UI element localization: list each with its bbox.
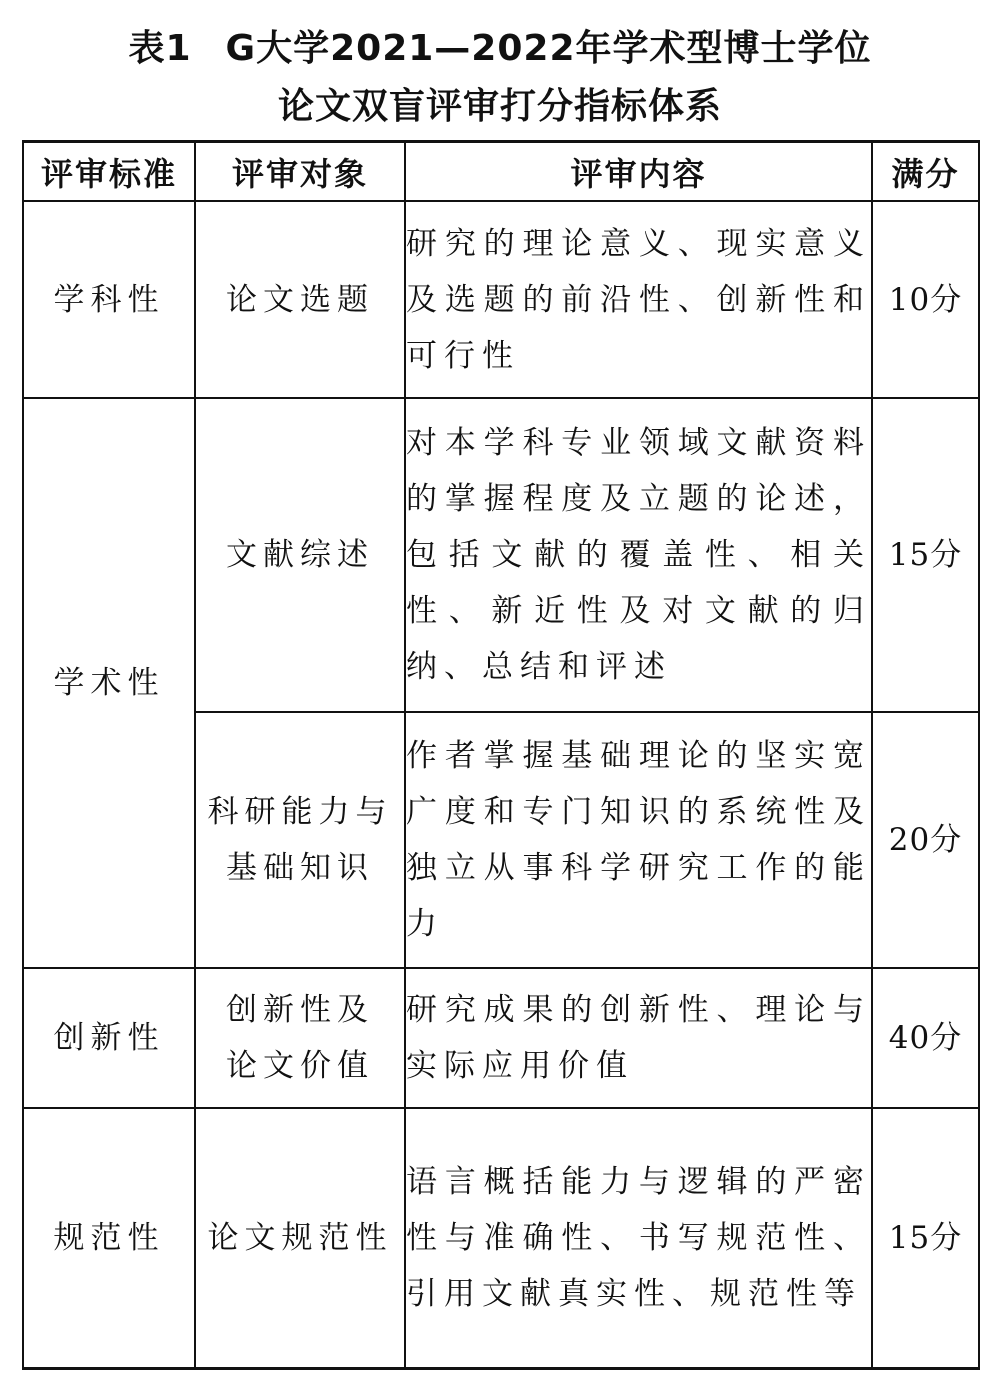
- caption-number: 表1: [128, 28, 192, 69]
- standard-cell: 学科性: [23, 201, 195, 398]
- caption-title-part-2: 论文双盲评审打分指标体系: [277, 86, 722, 127]
- header-object: 评审对象: [195, 142, 405, 202]
- content-cell: 对本学科专业领域文献资料的掌握程度及立题的论述，包括文献的覆盖性、相关性、新近性及对文献的归纳、总结和评述: [405, 398, 872, 712]
- content-cell: 语言概括能力与逻辑的严密性与准确性、书写规范性、引用文献真实性、规范性等: [405, 1108, 872, 1368]
- table-row: [23, 1108, 979, 1368]
- header-score: 满分: [872, 142, 979, 202]
- table-header-row: [23, 142, 979, 202]
- content-cell: 作者掌握基础理论的坚实宽广度和专门知识的系统性及独立从事科学研究工作的能力: [405, 712, 872, 968]
- content-cell: 研究的理论意义、现实意义及选题的前沿性、创新性和可行性: [405, 201, 872, 398]
- table-row: [23, 968, 979, 1108]
- object-cell: 论文规范性: [195, 1108, 405, 1368]
- caption-title-part-1: G大学2021—2022年学术型博士学位: [225, 28, 872, 69]
- score-cell: 10分: [872, 201, 979, 398]
- standard-cell: 创新性: [23, 968, 195, 1108]
- object-text: 创新性及论文价值: [226, 992, 374, 1084]
- standard-cell: 学术性: [23, 398, 195, 968]
- object-cell: 论文选题: [195, 201, 405, 398]
- table-row: [23, 398, 979, 712]
- content-cell: 研究成果的创新性、理论与实际应用价值: [405, 968, 872, 1108]
- header-content: 评审内容: [405, 142, 872, 202]
- object-cell: [195, 712, 405, 968]
- standard-cell: 规范性: [23, 1108, 195, 1368]
- header-standard: 评审标准: [23, 142, 195, 202]
- score-cell: 15分: [872, 1108, 979, 1368]
- score-cell: 15分: [872, 398, 979, 712]
- caption-line-1: [0, 20, 1000, 78]
- table-row: [23, 201, 979, 398]
- object-text: 科研能力与基础知识: [207, 794, 393, 886]
- score-cell: 40分: [872, 968, 979, 1108]
- score-cell: 20分: [872, 712, 979, 968]
- table-caption: [0, 20, 1000, 136]
- scoring-index-table: [22, 140, 980, 1370]
- object-cell: 文献综述: [195, 398, 405, 712]
- object-cell: [195, 968, 405, 1108]
